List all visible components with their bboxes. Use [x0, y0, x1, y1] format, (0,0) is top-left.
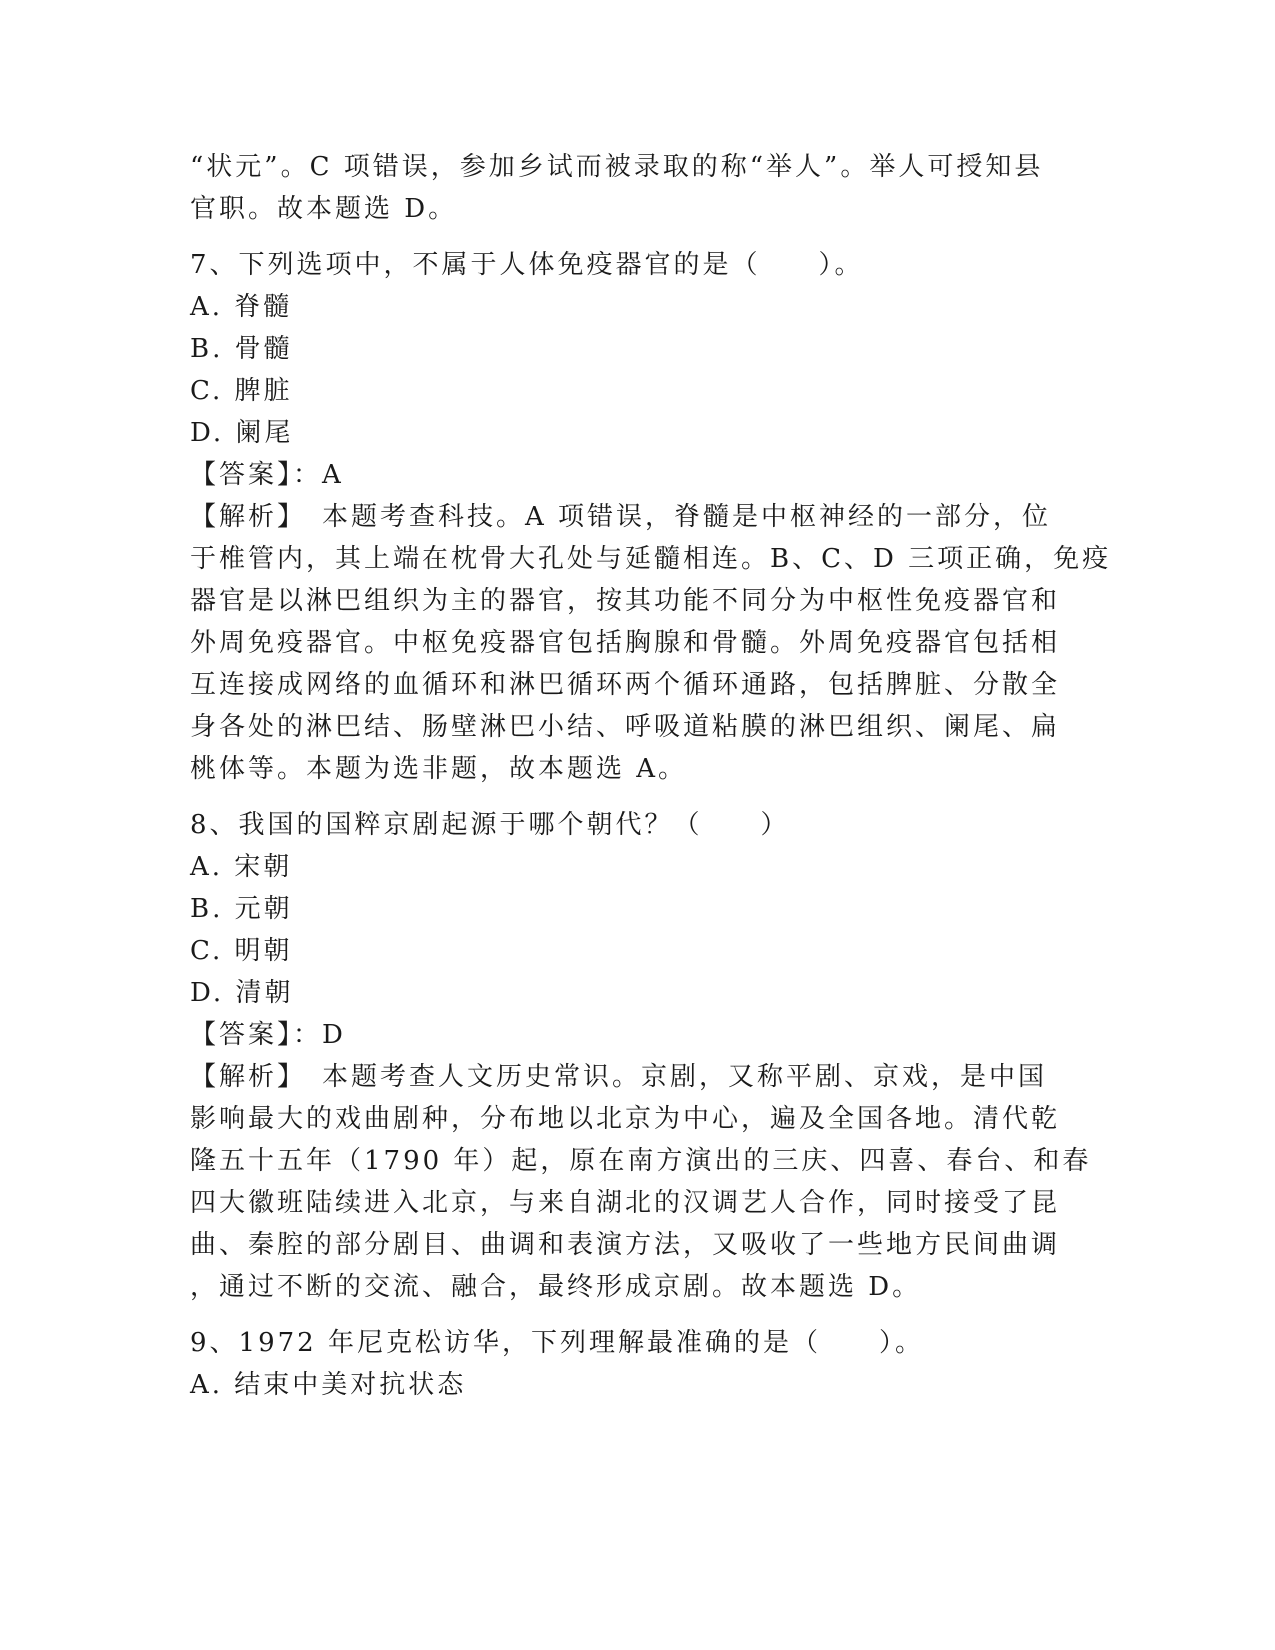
analysis-line: 【解析】 本题考查科技。A 项错误，脊髓是中枢神经的一部分，位	[190, 502, 1052, 532]
analysis-line: 互连接成网络的血循环和淋巴循环两个循环通路，包括脾脏、分散全	[190, 670, 1061, 700]
question-text: 9、1972 年尼克松访华，下列理解最准确的是（ ）。	[190, 1328, 924, 1358]
document-page	[190, 146, 1112, 1406]
question-7	[190, 244, 1112, 790]
option-a: A. 脊髓	[190, 292, 293, 322]
analysis-line: 影响最大的戏曲剧种，分布地以北京为中心，遍及全国各地。清代乾	[190, 1104, 1061, 1134]
analysis-line: 官职。故本题选 D。	[190, 194, 458, 224]
option-c: C. 脾脏	[190, 376, 293, 406]
option-c: C. 明朝	[190, 936, 293, 966]
analysis-line: 外周免疫器官。中枢免疫器官包括胸腺和骨髓。外周免疫器官包括相	[190, 628, 1061, 658]
answer-line: 【答案】：D	[190, 1020, 346, 1050]
analysis-line: ，通过不断的交流、融合，最终形成京剧。故本题选 D。	[190, 1272, 922, 1302]
analysis-line: 曲、秦腔的部分剧目、曲调和表演方法，又吸收了一些地方民间曲调	[190, 1230, 1061, 1260]
question-text: 7、下列选项中，不属于人体免疫器官的是（ ）。	[190, 250, 864, 280]
question-9	[190, 1322, 1090, 1406]
option-a: A. 宋朝	[190, 852, 293, 882]
analysis-line: “状元”。C 项错误，参加乡试而被录取的称“举人”。举人可授知县	[190, 152, 1044, 182]
previous-analysis-continuation	[190, 146, 1090, 230]
answer-line: 【答案】：A	[190, 460, 344, 490]
question-8	[190, 804, 1090, 1308]
analysis-line: 桃体等。本题为选非题，故本题选 A。	[190, 754, 688, 784]
option-d: D. 阑尾	[190, 418, 294, 448]
analysis-line: 身各处的淋巴结、肠壁淋巴小结、呼吸道粘膜的淋巴组织、阑尾、扁	[190, 712, 1061, 742]
question-text: 8、我国的国粹京剧起源于哪个朝代？（ ）	[190, 810, 790, 840]
option-b: B. 骨髓	[190, 334, 293, 364]
analysis-line: 于椎管内，其上端在枕骨大孔处与延髓相连。B、C、D 三项正确，免疫	[190, 544, 1112, 574]
analysis-line: 器官是以淋巴组织为主的器官，按其功能不同分为中枢性免疫器官和	[190, 586, 1061, 616]
analysis-line: 【解析】 本题考查人文历史常识。京剧，又称平剧、京戏，是中国	[190, 1062, 1048, 1092]
analysis-line: 隆五十五年（1790 年）起，原在南方演出的三庆、四喜、春台、和春	[190, 1146, 1092, 1176]
option-d: D. 清朝	[190, 978, 294, 1008]
option-a: A. 结束中美对抗状态	[190, 1370, 467, 1400]
option-b: B. 元朝	[190, 894, 293, 924]
analysis-line: 四大徽班陆续进入北京，与来自湖北的汉调艺人合作，同时接受了昆	[190, 1188, 1061, 1218]
